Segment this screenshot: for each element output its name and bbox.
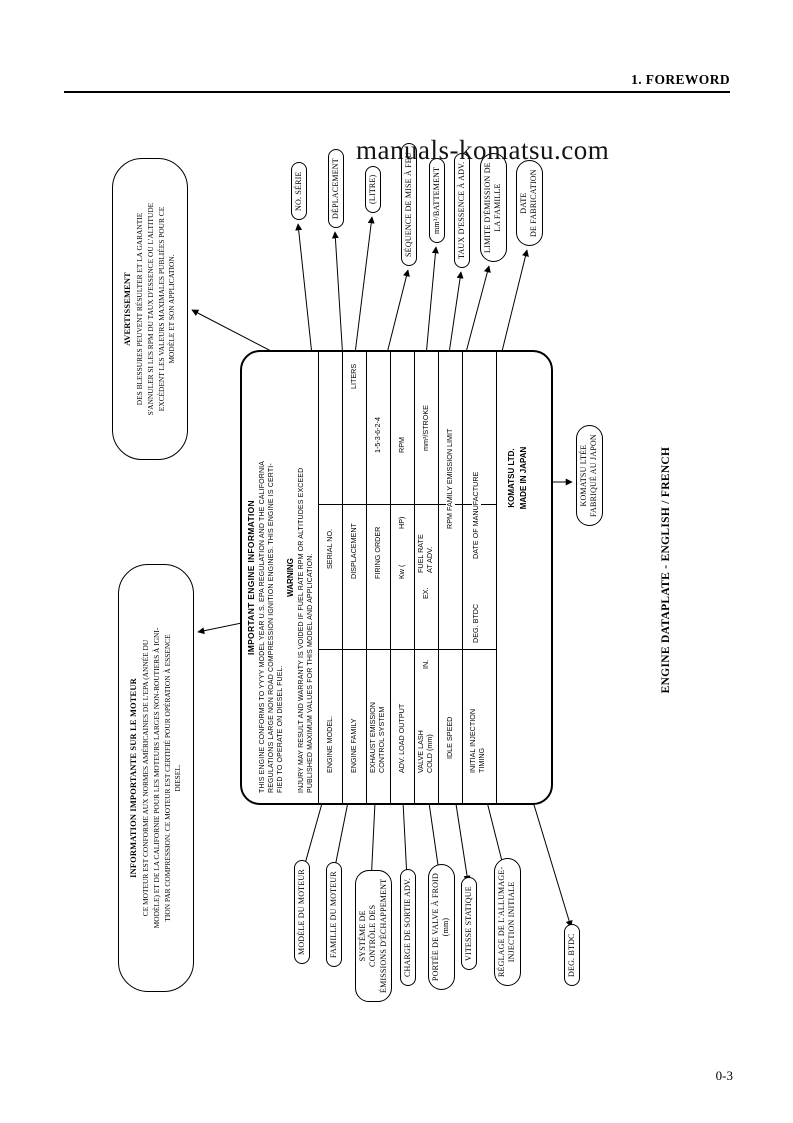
field-initial-injection-line: INITIAL INJECTION [468, 708, 477, 773]
info-callout-line: CE MOTEUR EST CONFORME AUX NORMES AMÉRICAINES DE L'EPA (ANNÉE DU [141, 639, 151, 917]
plate-divider [318, 504, 496, 505]
callout-date-fabrication [516, 160, 543, 246]
callout-line: SYSTÈME DE [358, 910, 367, 962]
plate-warning-line: PUBLISHED MAXIMUM VALUES FOR THIS MODEL AND APPLICATION. [307, 553, 314, 793]
plate-rule [342, 352, 343, 803]
plate-conformity-line: THIS ENGINE CONFORMS TO YYYY MODEL YEAR U.S. EPA REGULATION AND THE CALIFORNIA [259, 460, 266, 793]
callout-line: DÉPLACEMENT [331, 158, 340, 219]
callout-line: DE FABRICATION [529, 169, 539, 237]
field-hp: HP) [397, 516, 406, 529]
callout-komatsu-ltee [576, 425, 603, 526]
warning-callout [112, 158, 188, 460]
callout-line: (mm) [441, 917, 451, 937]
callout-line: SÉQUENCE DE MISE À FEU [404, 152, 413, 257]
callout-line: FAMILLE DU MOTEUR [329, 871, 338, 958]
callout-deplacement [328, 149, 344, 228]
callout-line: KOMATSU LTÉE [579, 444, 588, 507]
callout-taux-essence [454, 153, 470, 268]
field-firing-order: FIRING ORDER [373, 526, 382, 579]
info-callout-title: INFORMATION IMPORTANTE SUR LE MOTEUR [128, 678, 138, 878]
field-kw: Kw ( [397, 564, 406, 579]
plate-conformity-text [258, 461, 285, 793]
warning-callout-line: S'ANNULER SI LES RPM DU TAUX D'ESSENCE OU L'ALTITUDE [145, 202, 155, 416]
callout-deg-btdc [564, 924, 580, 986]
arrow-liters [354, 217, 372, 362]
field-date-of-manufacture: DATE OF MANUFACTURE [471, 471, 480, 559]
plate-conformity-line: REGULATIONS LARGE NON ROAD COMPRESSION IGNITION ENGINES. THIS ENGINE IS CERTI- [268, 463, 275, 793]
callout-line: PORTÉE DE VALVE À FROID [431, 873, 440, 981]
callout-vitesse-statique [461, 877, 477, 970]
plate-warning-text [297, 468, 315, 793]
callout-no-serie [291, 162, 307, 220]
plate-conformity-line: FIED TO OPERATE ON DIESEL FUEL. [277, 665, 284, 793]
field-firing-order-value: 1-5-3-6-2-4 [373, 417, 382, 453]
callout-line: INJECTION INITIALE [507, 881, 517, 963]
callout-mm3-battement [429, 158, 445, 243]
callout-line: MODÈLE DU MOTEUR [297, 869, 306, 955]
callout-charge-sortie [400, 869, 416, 986]
diagram-caption: ENGINE DATAPLATE - ENGLISH / FRENCH [660, 446, 672, 694]
field-mm3-stroke: mm³/STROKE [421, 405, 430, 451]
callout-line: (LITRE) [368, 174, 377, 204]
callout-line: LA FAMILLE [493, 183, 503, 232]
callout-litre [365, 166, 381, 213]
callout-systeme-controle-emissions [355, 870, 392, 1002]
callout-line: NO. SÉRIE [294, 171, 303, 211]
plate-rule [318, 352, 319, 803]
callout-limite-emission [480, 153, 507, 262]
field-engine-family: ENGINE FAMILY [349, 718, 358, 773]
field-exhaust-system [368, 700, 386, 775]
callout-line: DATE [519, 192, 528, 214]
rotated-diagram-layer [110, 140, 690, 1010]
info-callout [118, 564, 194, 992]
field-exhaust-line: CONTROL SYSTEM [377, 706, 386, 773]
field-initial-injection-line: TIMING [477, 747, 486, 773]
field-rpm-family-limit: RPM FAMILY EMISSION LIMIT [445, 428, 454, 529]
field-displacement: DISPLACEMENT [349, 523, 358, 579]
field-valve-lash [416, 728, 434, 775]
plate-title: IMPORTANT ENGINE INFORMATION [246, 500, 256, 655]
field-fuel-rate [416, 532, 434, 575]
field-fuel-rate-line: FUEL RATE [416, 534, 425, 573]
header-rule [64, 91, 730, 93]
page-number: 0-3 [715, 1068, 733, 1083]
field-exhaust-line: EXHAUST EMISSION [368, 702, 377, 773]
page-header-title: 1. FOREWORD [631, 72, 730, 87]
info-callout-line: MODÈLE) ET DE LA CALIFORNIE POUR LES MOTEURS LARGES NON-ROUTIERS À IGNI- [151, 627, 161, 929]
callout-line: TAUX D'ESSENCE À ADV. [457, 161, 466, 259]
plate-rule [438, 352, 439, 803]
callout-line: VITESSE STATIQUE [464, 886, 473, 961]
callout-line: mm³/BATTEMENT [432, 166, 441, 234]
warning-callout-line: EXCÈDENT LES VALEURS MAXIMALES PUBLIÉES POUR CE [156, 206, 166, 412]
callout-reglage-allumage [494, 858, 521, 986]
callout-line: FABRIQUÉ AU JAPON [589, 434, 599, 517]
info-callout-line: DIESEL. [173, 764, 183, 792]
callout-modele-moteur [294, 860, 310, 964]
plate-rule [390, 352, 391, 803]
plate-rule [414, 352, 415, 803]
field-maker-line: MADE IN JAPAN [519, 446, 528, 510]
engine-dataplate [240, 350, 553, 805]
field-deg-btdc: DEG. BTDC [471, 603, 480, 643]
callout-line: LIMITE D'ÉMISSION DE [483, 162, 492, 253]
plate-rule [366, 352, 367, 803]
field-maker-line: KOMATSU LTD. [507, 448, 516, 508]
warning-callout-line: MODÈLE ET SON APPLICATION. [167, 254, 177, 364]
warning-callout-title: AVERTISSEMENT [122, 272, 132, 346]
field-rpm: RPM [397, 437, 406, 453]
callout-line: ÉMISSIONS D'ÉCHAPPEMENT [378, 878, 388, 993]
watermark-text: manuals-komatsu.com [356, 135, 610, 165]
field-valve-lash-line: COLD (mm) [425, 734, 434, 773]
plate-divider [318, 649, 496, 650]
field-engine-model: ENGINE MODEL. [325, 715, 334, 773]
warning-callout-line: DES BLESSURES PEUVENT RÉSULTER ET LA GARANTIE [135, 212, 145, 406]
callout-line: CHARGE DE SORTIE ADV. [403, 877, 412, 977]
field-valve-lash-line: VALVE LASH [416, 730, 425, 773]
field-in: IN. [421, 659, 430, 669]
callout-line: RÉGLAGE DE L'ALLUMAGE- [497, 866, 506, 977]
field-adv-load-output: ADV. LOAD OUTPUT [397, 703, 406, 773]
plate-rule [462, 352, 463, 803]
field-liters: LITERS [349, 363, 358, 389]
info-callout-line: TION PAR COMPRESSION. CE MOTEUR EST CERTIFIÉ POUR OPÉRATION À ESSENCE [162, 634, 172, 922]
plate-rule [496, 352, 497, 803]
callout-line: DEG. BTDC [567, 933, 576, 977]
callout-line: CONTRÔLE DES [368, 904, 378, 967]
callout-famille-moteur [326, 862, 342, 967]
field-initial-injection [468, 707, 486, 775]
callout-portee-valve [428, 864, 455, 990]
field-maker [506, 403, 530, 553]
field-serial-no: SERIAL NO. [325, 528, 334, 569]
plate-warning-title: WARNING [286, 558, 295, 597]
field-ex: EX. [421, 587, 430, 599]
plate-warning-line: INJURY MAY RESULT AND WARRANTY IS VOIDED IF FUEL RATE RPM OR ALTITUDES EXCEED [298, 467, 305, 793]
field-idle-speed: IDLE SPEED [445, 716, 454, 759]
field-fuel-rate-line: AT ADV. [425, 546, 434, 573]
